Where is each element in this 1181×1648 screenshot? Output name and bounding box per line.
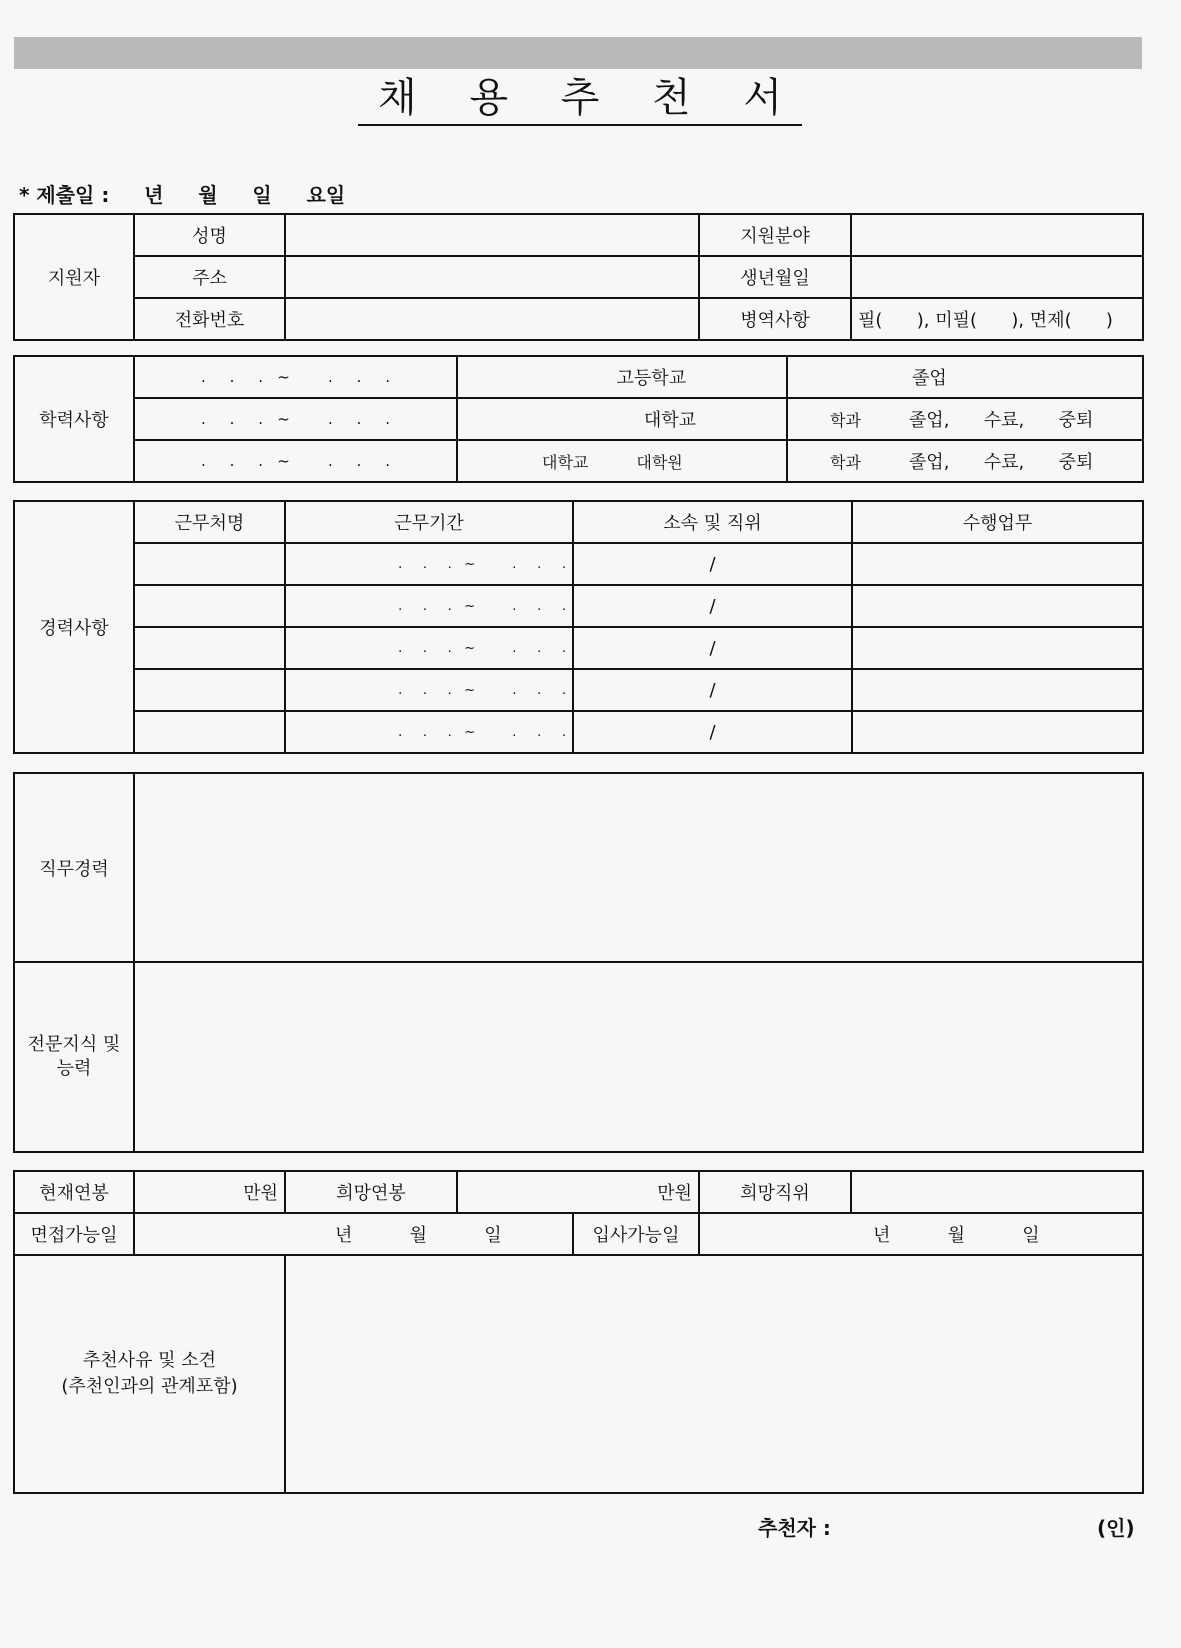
military-options[interactable]: 필( ), 미필( ), 면제( ) xyxy=(851,298,1143,340)
table-row xyxy=(14,585,1143,627)
career-header-position: 소속 및 직위 xyxy=(573,501,852,543)
position-field[interactable]: / xyxy=(573,585,852,627)
table-row xyxy=(14,669,1143,711)
field-field[interactable] xyxy=(851,214,1143,256)
major-label-1: 학과 xyxy=(830,411,861,430)
major-label-2: 학과 xyxy=(830,453,861,472)
position-field[interactable]: / xyxy=(573,669,852,711)
edu-period-2[interactable]: . . . ~ . . . xyxy=(134,398,457,440)
career-period[interactable]: . . . ~ . . . xyxy=(285,669,573,711)
seal-label: (인) xyxy=(1097,1516,1135,1540)
duty-field[interactable] xyxy=(852,585,1143,627)
recommendation-label: 추천사유 및 소견 xyxy=(82,1350,217,1371)
desired-position-field[interactable] xyxy=(851,1171,1143,1213)
name-label: 성명 xyxy=(134,214,285,256)
expertise-field[interactable] xyxy=(134,962,1143,1152)
table-row xyxy=(14,711,1143,753)
submit-date: * 제출일 : 년 월 일 요일 xyxy=(19,183,346,207)
high-school-status: 졸업 xyxy=(787,356,1143,398)
position-field[interactable]: / xyxy=(573,543,852,585)
career-header-duty: 수행업무 xyxy=(852,501,1143,543)
education-table xyxy=(13,355,1144,483)
desired-salary-field[interactable]: 만원 xyxy=(457,1171,699,1213)
grad-school-label: 대학원 xyxy=(636,452,683,472)
join-date-field[interactable]: 년 월 일 xyxy=(699,1213,1143,1255)
header-bar xyxy=(14,37,1142,69)
name-field[interactable] xyxy=(285,214,699,256)
job-experience-field[interactable] xyxy=(134,773,1143,962)
duty-field[interactable] xyxy=(852,627,1143,669)
college-label: 대학교 xyxy=(542,452,589,472)
applicant-table xyxy=(13,213,1144,341)
expertise-label: 전문지식 및 능력 xyxy=(14,962,134,1152)
recommendation-field[interactable] xyxy=(285,1255,1143,1493)
university-status: 졸업, 수료, 중퇴 xyxy=(908,410,1094,431)
current-salary-label: 현재연봉 xyxy=(14,1171,134,1213)
company-field[interactable] xyxy=(134,711,285,753)
position-field[interactable]: / xyxy=(573,627,852,669)
interview-date-field[interactable]: 년 월 일 xyxy=(134,1213,573,1255)
grad-school-status: 졸업, 수료, 중퇴 xyxy=(908,452,1094,473)
company-field[interactable] xyxy=(134,669,285,711)
career-period[interactable]: . . . ~ . . . xyxy=(285,585,573,627)
career-header-period: 근무기간 xyxy=(285,501,573,543)
phone-field[interactable] xyxy=(285,298,699,340)
career-period[interactable]: . . . ~ . . . xyxy=(285,627,573,669)
high-school-label: 고등학교 xyxy=(457,356,787,398)
birth-field[interactable] xyxy=(851,256,1143,298)
career-header-company: 근무처명 xyxy=(134,501,285,543)
join-date-label: 입사가능일 xyxy=(573,1213,699,1255)
military-label: 병역사항 xyxy=(699,298,851,340)
table-row xyxy=(14,543,1143,585)
position-field[interactable]: / xyxy=(573,711,852,753)
edu-period-3[interactable]: . . . ~ . . . xyxy=(134,440,457,482)
birth-label: 생년월일 xyxy=(699,256,851,298)
signer-label: 추천자 : xyxy=(758,1516,831,1540)
phone-label: 전화번호 xyxy=(134,298,285,340)
salary-table xyxy=(13,1170,1144,1494)
duty-field[interactable] xyxy=(852,669,1143,711)
education-section-label: 학력사항 xyxy=(14,356,134,482)
field-label: 지원분야 xyxy=(699,214,851,256)
job-experience-label: 직무경력 xyxy=(14,773,134,962)
career-table xyxy=(13,500,1144,754)
career-period[interactable]: . . . ~ . . . xyxy=(285,711,573,753)
applicant-section-label: 지원자 xyxy=(14,214,134,340)
experience-table xyxy=(13,772,1144,1153)
recommendation-sublabel: (추천인과의 관계포함) xyxy=(61,1376,238,1397)
career-section-label: 경력사항 xyxy=(14,501,134,753)
table-row xyxy=(14,627,1143,669)
career-period[interactable]: . . . ~ . . . xyxy=(285,543,573,585)
company-field[interactable] xyxy=(134,585,285,627)
edu-period-1[interactable]: . . . ~ . . . xyxy=(134,356,457,398)
interview-date-label: 면접가능일 xyxy=(14,1213,134,1255)
current-salary-field[interactable]: 만원 xyxy=(134,1171,285,1213)
duty-field[interactable] xyxy=(852,711,1143,753)
university-label: 대학교 xyxy=(457,398,787,440)
duty-field[interactable] xyxy=(852,543,1143,585)
company-field[interactable] xyxy=(134,627,285,669)
address-label: 주소 xyxy=(134,256,285,298)
company-field[interactable] xyxy=(134,543,285,585)
page-title: 채 용 추 천 서 xyxy=(0,72,1160,126)
desired-position-label: 희망직위 xyxy=(699,1171,851,1213)
address-field[interactable] xyxy=(285,256,699,298)
desired-salary-label: 희망연봉 xyxy=(285,1171,457,1213)
